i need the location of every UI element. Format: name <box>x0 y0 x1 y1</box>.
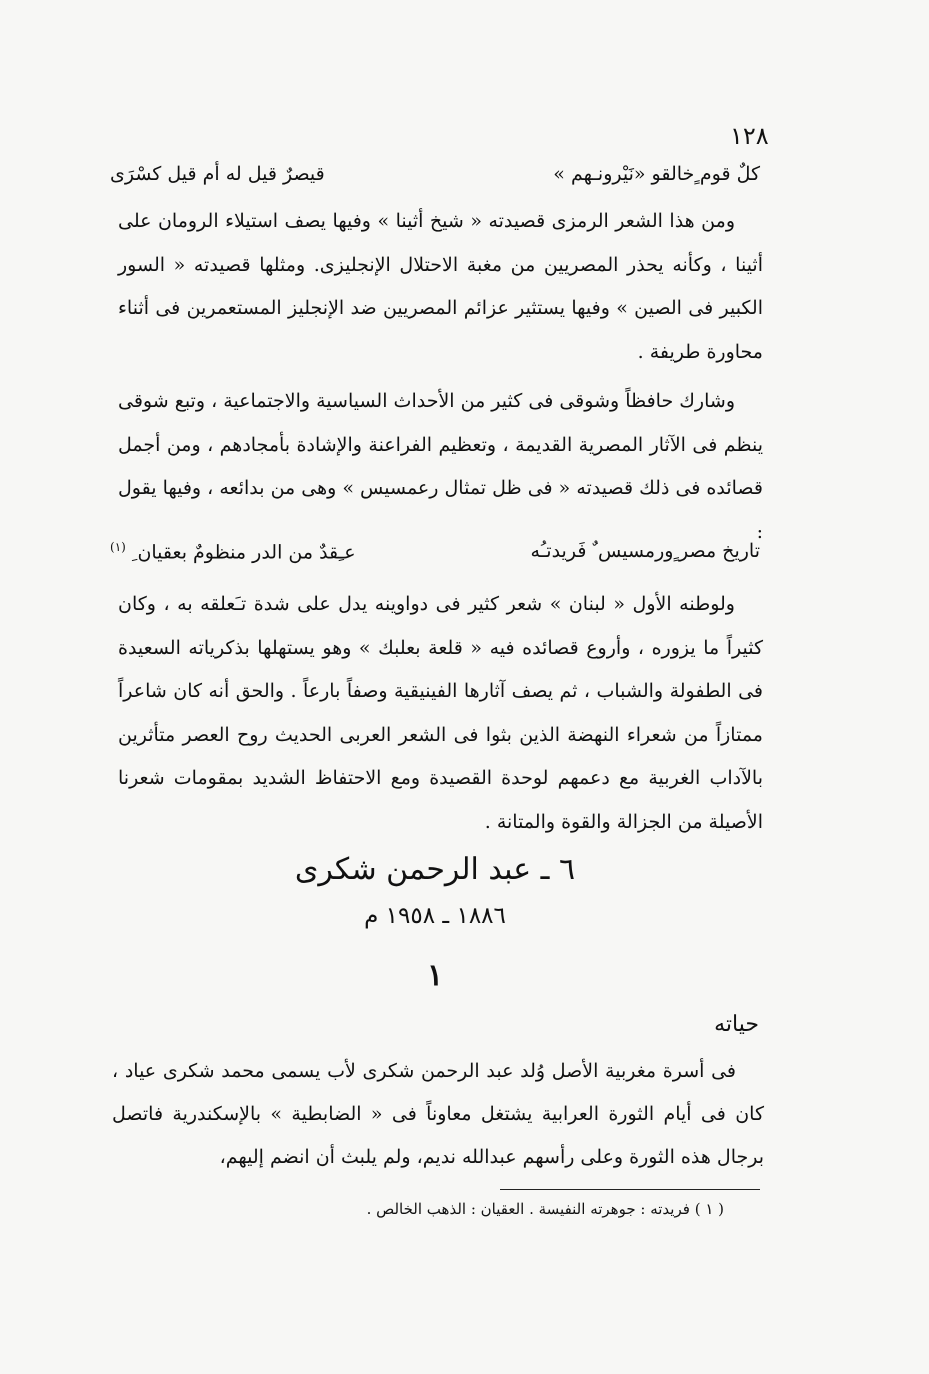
verse-2-first-hemistich: تاريخ مصر ٍورمسيس ٌ فَريدتـُه <box>530 540 760 562</box>
subheading-biography: حياته <box>714 1012 759 1037</box>
paragraph-family-origin: فى أسرة مغربية الأصل وُلد عبد الرحمن شكرى لأب يسمى محمد شكرى عياد ، كان فى أيام الثورة العرابية يشتغل معاوناً فى « الضابطية » بالإسكندرية فاتصل برجال هذه الثورة وعلى رأسهم عبدالله نديم، ولم يلبث أن انضم إليهم، <box>112 1060 764 1168</box>
verse-line-1 <box>110 163 760 197</box>
body-text-block-3 <box>118 583 763 844</box>
footnote-reference: (١) <box>110 540 126 554</box>
body-text-block-1 <box>118 200 763 374</box>
paragraph-participation: وشارك حافظاً وشوقى فى كثير من الأحداث السياسية والاجتماعية ، وتبع شوقى ينظم فى الآثار المصرية القديمة ، وتعظيم الفراعنة والإشادة بأمجادهم ، ومن أجمل قصائده فى ذلك قصيدته « فى ظل تمثال رعمسيس » وهى من بدائعه ، وفيها يقول : <box>118 390 763 543</box>
verse-1-second-hemistich: قيصرٌ قيل له أم قيل كسْرَى <box>110 163 325 185</box>
section-years: ١٨٨٦ ـ ١٩٥٨ م <box>364 903 506 929</box>
verse-2-second-hemistich <box>110 540 356 563</box>
page-number: ١٢٨ <box>730 122 769 150</box>
verse-1-first-hemistich: كلٌ قوم ٍخالقو «نَيْرونـهم » <box>553 163 760 185</box>
body-text-block-2 <box>118 380 763 554</box>
section-numeral: ١ <box>426 958 444 993</box>
footnote-divider <box>500 1189 760 1190</box>
verse-line-2 <box>110 540 760 574</box>
section-title: ٦ ـ عبد الرحمن شكرى <box>294 852 576 887</box>
footnote-text: ( ١ ) فريدته : جوهرته النفيسة . العقيان : الذهب الخالص . <box>366 1200 724 1218</box>
body-text-block-4 <box>112 1050 764 1179</box>
paragraph-lebanon: ولوطنه الأول « لبنان » شعر كثير فى دواوينه يدل على شدة تـَعلقه به ، وكان كثيراً ما يزوره ، وأروع قصائده فيه « قلعة بعلبك » وهو يستهلها بذكرياته السعيدة فى الطفولة والشباب ، ثم يصف آثارها الفينيقية وصفاً بارعاً . والحق أنه كان شاعراً ممتازاً من شعراء النهضة الذين بثوا فى الشعر العربى الحديث روح العصر متأثرين بالآداب الغربية مع دعمهم لوحدة القصيدة ومع الاحتفاظ الشديد بمقومات شعرنا الأصيلة من الجزالة والقوة والمتانة . <box>118 593 763 833</box>
verse-2-second-text: عـِقدٌ من الدر منظومٌ بعقيان ِ <box>131 541 356 564</box>
paragraph-symbolic-poetry: ومن هذا الشعر الرمزى قصيدته « شيخ أثينا » وفيها يصف استيلاء الرومان على أثينا ، وكأنه يحذر المصريين من مغبة الاحتلال الإنجليزى. ومثلها قصيدته « السور الكبير فى الصين » وفيها يستثير عزائم المصريين ضد الإنجليز المستعمرين فى أثناء محاورة طريفة . <box>118 210 763 363</box>
